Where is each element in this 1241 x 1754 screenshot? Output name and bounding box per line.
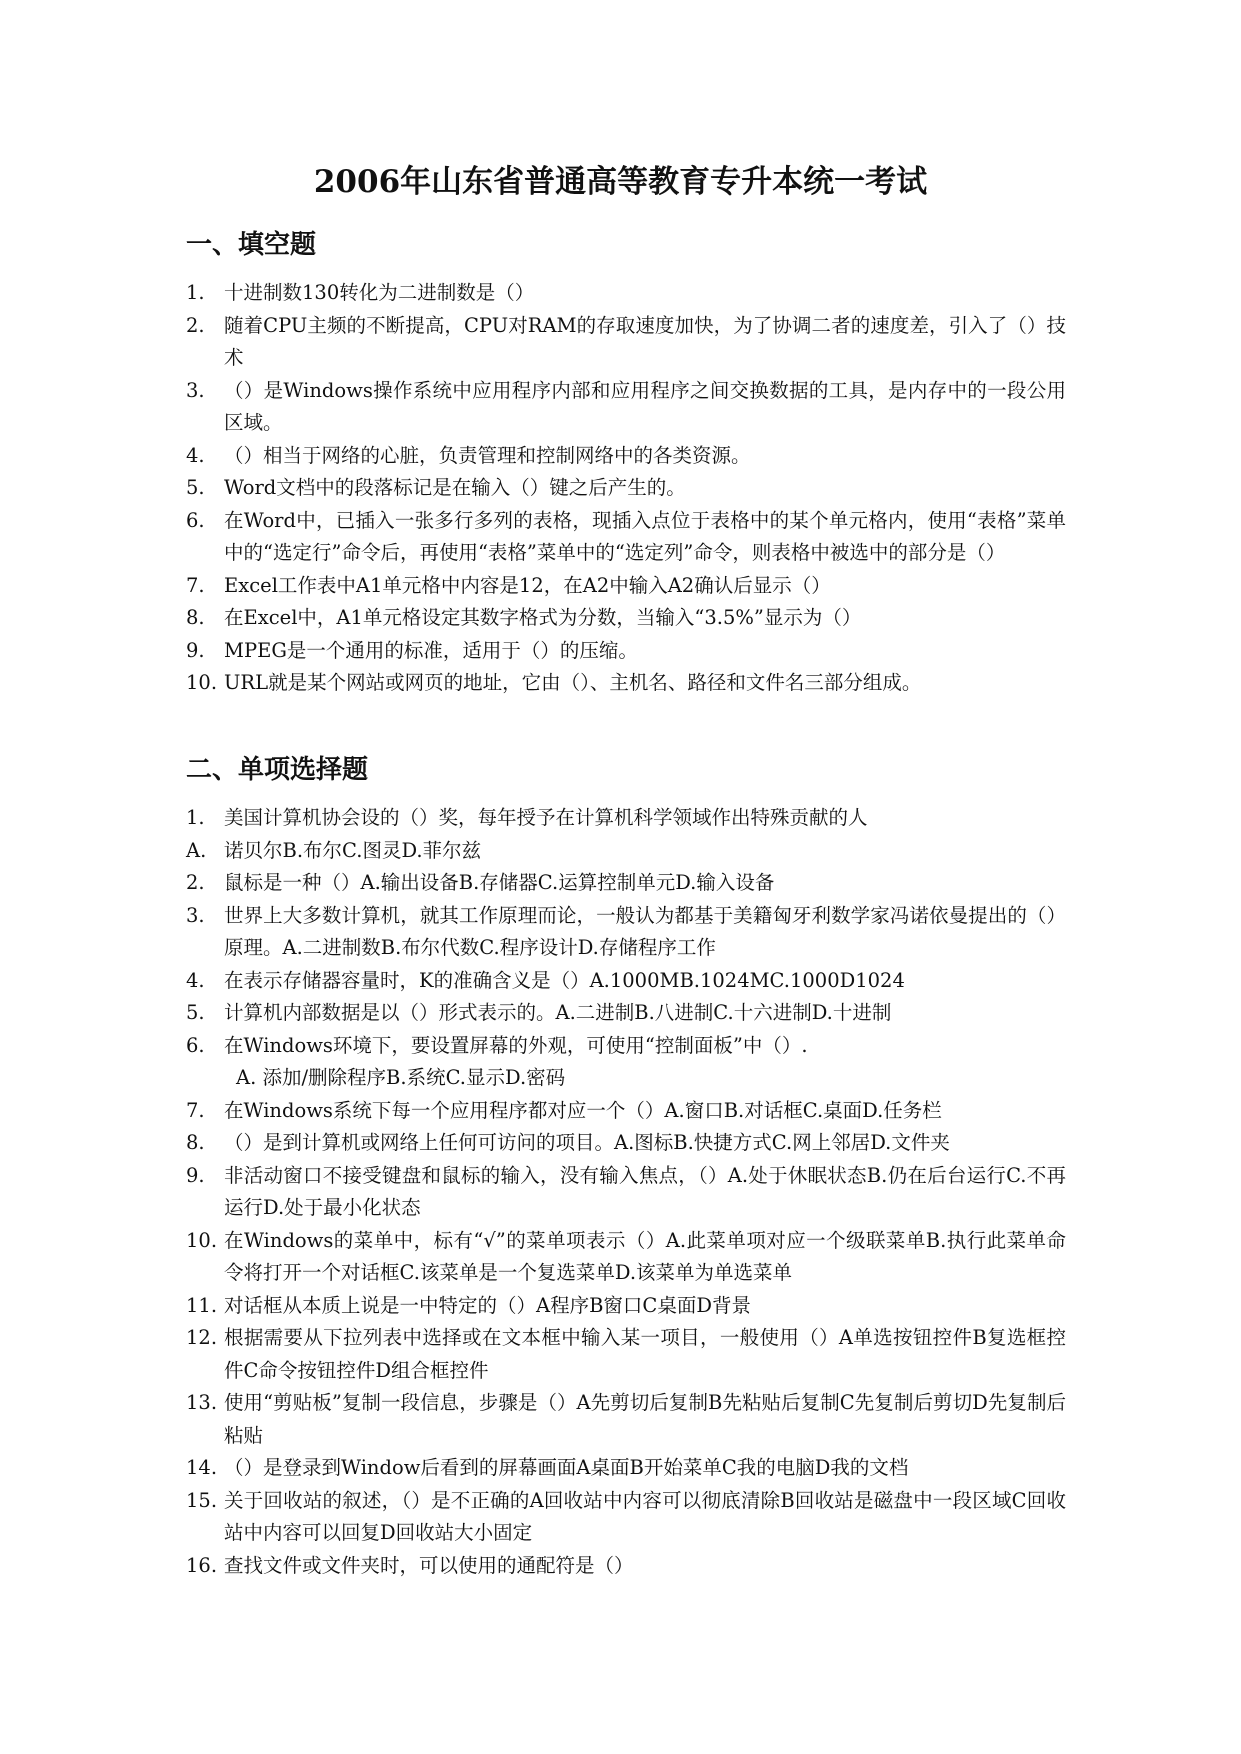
question-item bbox=[186, 570, 1066, 603]
question-text: Excel工作表中A1单元格中内容是12，在A2中输入A2确认后显示（） bbox=[224, 573, 831, 597]
question-text: Word文档中的段落标记是在输入（）键之后产生的。 bbox=[224, 476, 686, 499]
question-item bbox=[186, 635, 1066, 668]
question-text: 使用“剪贴板”复制一段信息，步骤是（）A先剪切后复制B先粘贴后复制C先复制后剪切D先复制后粘贴 bbox=[224, 1391, 1066, 1447]
question-number: 1. bbox=[186, 281, 205, 304]
section-fill-in-blank bbox=[186, 225, 1066, 700]
question-text: 十进制数130转化为二进制数是（） bbox=[224, 281, 535, 304]
question-number: 2. bbox=[186, 871, 205, 894]
question-item bbox=[186, 1095, 1066, 1128]
question-text: 鼠标是一种（）A.输出设备B.存储器C.运算控制单元D.输入设备 bbox=[224, 871, 775, 894]
question-text: 计算机内部数据是以（）形式表示的。A.二进制B.八进制C.十六进制D.十进制 bbox=[224, 1001, 892, 1024]
question-text: （）是登录到Window后看到的屏幕画面A桌面B开始菜单C我的电脑D我的文档 bbox=[224, 1456, 909, 1479]
question-number: 14. bbox=[186, 1456, 218, 1479]
question-text: 在表示存储器容量时，K的准确含义是（）A.1000MB.1024MC.1000D1024 bbox=[224, 968, 905, 992]
question-item bbox=[186, 440, 1066, 473]
question-text: 在Excel中，A1单元格设定其数字格式为分数，当输入“3.5%”显示为（） bbox=[224, 606, 862, 629]
question-number: 4. bbox=[186, 443, 205, 467]
question-text: 世界上大多数计算机，就其工作原理而论，一般认为都基于美籍匈牙利数学家冯诺依曼提出的（）原理。A.二进制数B.布尔代数C.程序设计D.存储程序工作 bbox=[224, 903, 1066, 959]
question-number: 13. bbox=[186, 1391, 218, 1414]
question-item bbox=[186, 1485, 1066, 1550]
question-item bbox=[186, 867, 1066, 900]
question-text: 在Windows的菜单中，标有“√”的菜单项表示（）A.此菜单项对应一个级联菜单B.执行此菜单命令将打开一个对话框C.该菜单是一个复选菜单D.该菜单为单选菜单 bbox=[224, 1228, 1066, 1284]
question-text: （）相当于网络的心脏，负责管理和控制网络中的各类资源。 bbox=[224, 443, 751, 467]
question-number: 5. bbox=[186, 1001, 205, 1024]
question-number: 3. bbox=[186, 903, 205, 927]
question-number: 7. bbox=[186, 1098, 205, 1122]
question-item bbox=[186, 1030, 1066, 1063]
question-number: 6. bbox=[186, 1033, 205, 1057]
section-heading: 二、单项选择题 bbox=[186, 755, 369, 785]
question-item bbox=[186, 375, 1066, 440]
question-text: 对话框从本质上说是一中特定的（）A程序B窗口C桌面D背景 bbox=[224, 1293, 751, 1317]
question-item bbox=[186, 1290, 1066, 1323]
option-line bbox=[186, 1062, 1066, 1095]
question-item bbox=[186, 997, 1066, 1030]
question-number: 7. bbox=[186, 573, 205, 597]
question-text: URL就是某个网站或网页的地址，它由（）、主机名、路径和文件名三部分组成。 bbox=[224, 671, 922, 694]
question-number: 3. bbox=[186, 378, 205, 402]
question-text: MPEG是一个通用的标准，适用于（）的压缩。 bbox=[224, 638, 638, 662]
section-multiple-choice bbox=[186, 750, 1066, 1582]
question-number: 12. bbox=[186, 1326, 218, 1349]
question-item bbox=[186, 900, 1066, 965]
question-item bbox=[186, 1127, 1066, 1160]
question-number: 11. bbox=[186, 1293, 218, 1317]
question-item bbox=[186, 310, 1066, 375]
question-item bbox=[186, 667, 1066, 700]
question-number: 15. bbox=[186, 1488, 218, 1512]
question-text: 关于回收站的叙述，（）是不正确的A回收站中内容可以彻底清除B回收站是磁盘中一段区域C回收站中内容可以回复D回收站大小固定 bbox=[224, 1488, 1066, 1544]
question-text: （）是到计算机或网络上任何可访问的项目。A.图标B.快捷方式C.网上邻居D.文件夹 bbox=[224, 1131, 950, 1154]
question-item bbox=[186, 1452, 1066, 1485]
page-title: 2006年山东省普通高等教育专升本统一考试 bbox=[313, 164, 928, 200]
question-number: 8. bbox=[186, 606, 205, 629]
option-text: A. 添加/删除程序B.系统C.显示D.密码 bbox=[236, 1066, 566, 1089]
question-item bbox=[186, 965, 1066, 998]
question-number: 16. bbox=[186, 1553, 218, 1577]
option-indent bbox=[186, 1062, 224, 1095]
question-item bbox=[186, 602, 1066, 635]
question-number: 2. bbox=[186, 313, 205, 337]
question-item bbox=[186, 1387, 1066, 1452]
question-number: 4. bbox=[186, 968, 205, 992]
question-item bbox=[186, 505, 1066, 570]
question-number: 6. bbox=[186, 508, 205, 532]
question-item bbox=[186, 472, 1066, 505]
question-item bbox=[186, 1322, 1066, 1387]
question-text: 美国计算机协会设的（）奖，每年授予在计算机科学领域作出特殊贡献的人 bbox=[224, 806, 868, 829]
question-item bbox=[186, 1550, 1066, 1583]
option-text: 诺贝尔B.布尔C.图灵D.菲尔兹 bbox=[224, 838, 482, 862]
question-number: 10. bbox=[186, 671, 218, 694]
question-list bbox=[186, 277, 1066, 700]
question-number: 8. bbox=[186, 1131, 205, 1154]
option-line bbox=[186, 835, 1066, 868]
question-text: 非活动窗口不接受键盘和鼠标的输入，没有输入焦点，（）A.处于休眠状态B.仍在后台运行C.不再运行D.处于最小化状态 bbox=[224, 1163, 1066, 1219]
question-text: 根据需要从下拉列表中选择或在文本框中输入某一项目，一般使用（）A单选按钮控件B复选框控件C命令按钮控件D组合框控件 bbox=[224, 1326, 1066, 1382]
question-text: 查找文件或文件夹时，可以使用的通配符是（） bbox=[224, 1553, 634, 1577]
question-item bbox=[186, 802, 1066, 835]
question-text: 在Windows环境下，要设置屏幕的外观，可使用“控制面板”中（）. bbox=[224, 1033, 808, 1057]
option-letter: A. bbox=[186, 838, 207, 862]
question-item bbox=[186, 277, 1066, 310]
question-number: 9. bbox=[186, 638, 205, 662]
question-text: 在Word中，已插入一张多行多列的表格，现插入点位于表格中的某个单元格内，使用“表格”菜单中的“选定行”命令后，再使用“表格”菜单中的“选定列”命令，则表格中被选中的部分是（） bbox=[224, 508, 1066, 564]
question-text: 在Windows系统下每一个应用程序都对应一个（）A.窗口B.对话框C.桌面D.任务栏 bbox=[224, 1098, 942, 1122]
question-text: 随着CPU主频的不断提高，CPU对RAM的存取速度加快，为了协调二者的速度差，引入了（）技术 bbox=[224, 313, 1066, 369]
question-number: 5. bbox=[186, 476, 205, 499]
question-item bbox=[186, 1160, 1066, 1225]
question-list bbox=[186, 802, 1066, 1582]
question-number: 10. bbox=[186, 1228, 218, 1252]
question-number: 9. bbox=[186, 1163, 205, 1187]
question-item bbox=[186, 1225, 1066, 1290]
question-number: 1. bbox=[186, 806, 205, 829]
section-heading: 一、填空题 bbox=[186, 230, 317, 260]
question-text: （）是Windows操作系统中应用程序内部和应用程序之间交换数据的工具，是内存中的一段公用区域。 bbox=[224, 378, 1066, 434]
